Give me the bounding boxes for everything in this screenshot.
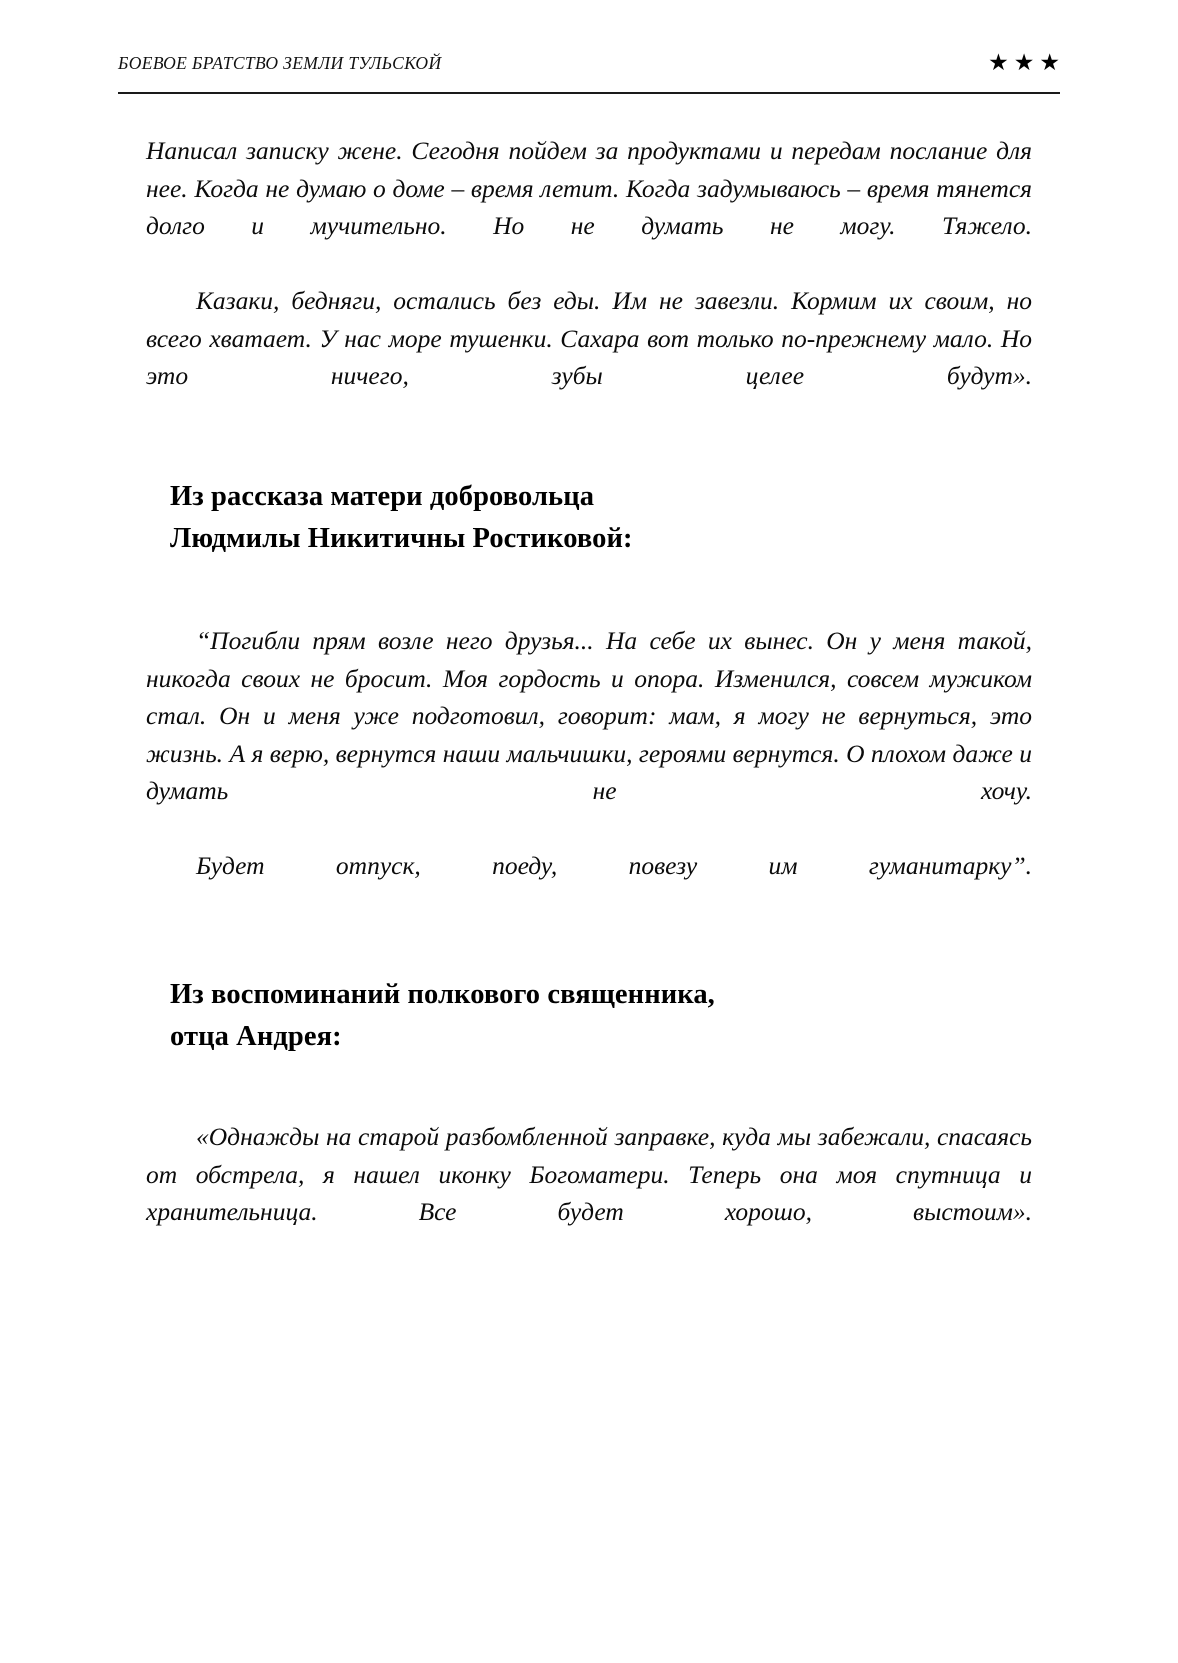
- paragraph-mother-quote-closing: Будет отпуск, поеду, повезу им гуманитарку”.: [196, 851, 1032, 880]
- paragraph-letter-first: Написал записку жене. Сегодня пойдем за продуктами и передам послание для нее. Когда не думаю о доме – время летит. Когда задумываюсь – время тянется долго и мучительно. Но не думать не могу. Тяжело.: [146, 136, 1032, 240]
- paragraph-mother-quote-main: “Погибли прям возле него друзья... На себе их вынес. Он у меня такой, никогда своих не бросит. Моя гордость и опора. Изменился, совсем мужиком стал. Он и меня уже подготовил, говорит: мам, я могу не вернуться, это жизнь. А я верю, вернутся наши мальчишки, героями вернутся. О плохом даже и думать не хочу.: [146, 626, 1032, 805]
- heading-mother-story-line2: Людмилы Никитичны Ростиковой:: [170, 523, 633, 554]
- star-icon: ★: [1013, 50, 1035, 75]
- star-icon: ★: [1039, 50, 1060, 75]
- spacer: [146, 432, 1032, 476]
- paragraph-letter-second: Казаки, бедняги, остались без еды. Им не завезли. Кормим их своим, но всего хватает. У нас море тушенки. Сахара вот только по-прежнему мало. Но это ничего, зубы целее будут».: [146, 286, 1032, 390]
- star-icon: ★: [988, 50, 1009, 75]
- running-head-star-group: [988, 51, 1060, 74]
- running-head-title: БОЕВОЕ БРАТСТВО ЗЕМЛИ ТУЛЬСКОЙ: [118, 53, 442, 73]
- heading-priest-memoir: [146, 974, 1032, 1058]
- paragraph-priest-quote: «Однажды на старой разбомбленной заправке, куда мы забежали, спасаясь от обстрела, я нашел иконку Богоматери. Теперь она моя спутница и хранительница. Все будет хорошо, выстоим».: [146, 1122, 1032, 1226]
- header-rule-divider: [118, 92, 1060, 94]
- heading-priest-memoir-line2: отца Андрея:: [170, 1021, 342, 1052]
- text-column: [146, 132, 1032, 1268]
- heading-priest-memoir-line1: Из воспоминаний полкового священника,: [170, 979, 715, 1010]
- spacer: [146, 560, 1032, 622]
- heading-mother-story: [146, 476, 1032, 560]
- spacer: [146, 1058, 1032, 1118]
- heading-mother-story-line1: Из рассказа матери добровольца: [170, 481, 595, 512]
- spacer: [146, 922, 1032, 974]
- running-head: [118, 50, 1060, 93]
